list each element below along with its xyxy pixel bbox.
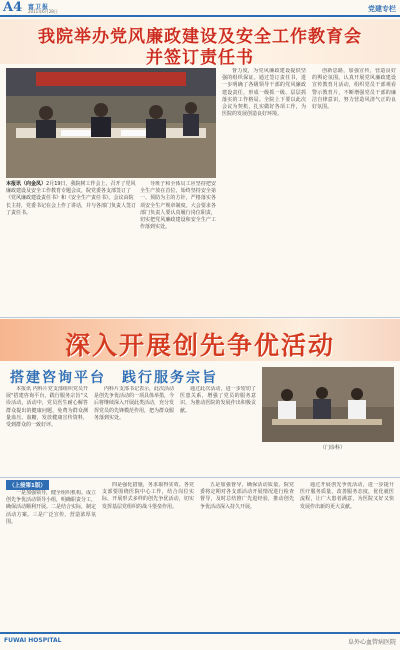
- article-column-4: [312, 68, 396, 315]
- section-name: 党建专栏: [368, 5, 396, 13]
- meeting-photo: [6, 68, 216, 178]
- footer-hospital-en: FUWAI HOSPITAL: [4, 637, 62, 644]
- subheading-service: 践行服务宗旨: [122, 370, 218, 386]
- subheading-consult: 搭建咨询平台: [10, 370, 106, 386]
- mid-column-3: [180, 386, 256, 476]
- issue-date: 2011年6月28日: [28, 9, 58, 14]
- article-text: 督力度，为党风廉政建设提供坚强的组织保证。通过签订责任书，进一步明确了各级领导干部的党风廉政建设责任，形成一级抓一级、层层抓落实的工作格局。全院上下要以此次会议为契机，扎实做好各项工作，为医院的发展创造良好环境。: [222, 68, 306, 118]
- consult-photo-caption: （门诊科）: [320, 445, 346, 451]
- headline-line-1: 我院举办党风廉政建设及安全工作教育会: [38, 27, 362, 47]
- section-divider: [0, 477, 400, 478]
- photo-caption: [6, 181, 136, 217]
- campaign-title: 深入开展创先争优活动: [64, 331, 335, 360]
- caption-label: 本报讯（向金凤）: [6, 181, 47, 187]
- caption-text: 2月19日，我院树工作会上，召开了党风廉政建设及安全工作教育专题会议，院党委各支部签订了《党风廉政建设责任书》和《安全生产责任书》。会议由院长主持，党委书记在会上作了讲话，并与各部门负责人签订了责任书。: [6, 181, 137, 216]
- article-text: 四是强化措施，务求取得实效。各党支部要围绕医院中心工作，结合岗位实际，开展形式多样的创先争优活动，切实发挥基层党组织的战斗堡垒作用。: [102, 482, 194, 510]
- paper-name: 富卫报: [28, 4, 50, 11]
- campaign-banner: [0, 319, 400, 361]
- mid-column-1: [6, 386, 88, 476]
- bottom-column-3: [200, 482, 294, 630]
- bottom-column-1: [6, 490, 96, 630]
- article-column-2: [140, 181, 216, 315]
- bottom-column-2: [102, 482, 194, 630]
- section-divider: [0, 317, 400, 318]
- article-text: 本报讯 内科片党支部组织党员开展"搭建咨询平台，践行服务宗旨"义诊活动。活动中，党员医生耐心解答群众提出的健康问题，免费为群众测量血压、血糖，发放健康宣传资料，受到群众的一致好评。: [6, 386, 88, 429]
- continued-tag: （上接第1版）: [6, 480, 49, 490]
- article-text: 内科片支部书记表示，此次活动是创先争优活动的一项具体举措，今后将继续深入开展此类活动，充分发挥党员的先锋模范作用，把为群众服务落到实处。: [94, 386, 174, 421]
- article-text: 通过开展创先争优活动，进一步提升医疗服务质量，改善服务态度，优化就医流程，让广大患者满意，为医院又好又快发展作出新的更大贡献。: [300, 482, 394, 510]
- page-number: A4: [3, 0, 23, 15]
- bottom-column-4: [300, 482, 394, 630]
- article-text: 导班子和全体员工应坚持把安全生产放在首位，始终坚持安全第一、预防为主的方针，严格落实各项安全生产规章制度。大会要求各部门负责人要认真履行岗位职责，切实把党风廉政建设和安全生产工作落到实处。: [140, 181, 216, 231]
- page-footer: [0, 632, 400, 650]
- article-column-3: [222, 68, 306, 315]
- article-text: 创新思路，加强宣传，营造良好的舆论氛围。认真开展党风廉政建设宣传教育月活动，组织党员干部观看警示教育片，不断增强党员干部的廉洁自律意识，努力营造风清气正的良好氛围。: [312, 68, 396, 111]
- headline-line-2: 并签订责任书: [146, 48, 254, 68]
- mid-column-2: [94, 386, 174, 476]
- footer-hospital-cn: 阜外心血管病医院: [347, 639, 396, 646]
- consult-photo: [262, 367, 394, 442]
- article-text: 五是加强督导，确保活动质量。院党委将定期对各支部活动开展情况进行检查督导，及时总结推广先进经验，推动创先争优活动深入持久开展。: [200, 482, 294, 510]
- meeting-photo-image: [6, 68, 216, 178]
- page-header: [0, 0, 400, 17]
- headline-banner: [0, 19, 400, 68]
- consult-photo-image: [262, 367, 394, 442]
- article-text: 通过此次活动，进一步密切了医患关系，增强了党员的服务意识，为推动医院的发展作出积极贡献。: [180, 386, 256, 414]
- article-text: 一是加强领导，健全组织机构。成立创先争优活动领导小组，明确职责分工，确保活动顺利开展。二是结合实际，制定活动方案。三是广泛宣传，营造浓厚氛围。: [6, 490, 96, 525]
